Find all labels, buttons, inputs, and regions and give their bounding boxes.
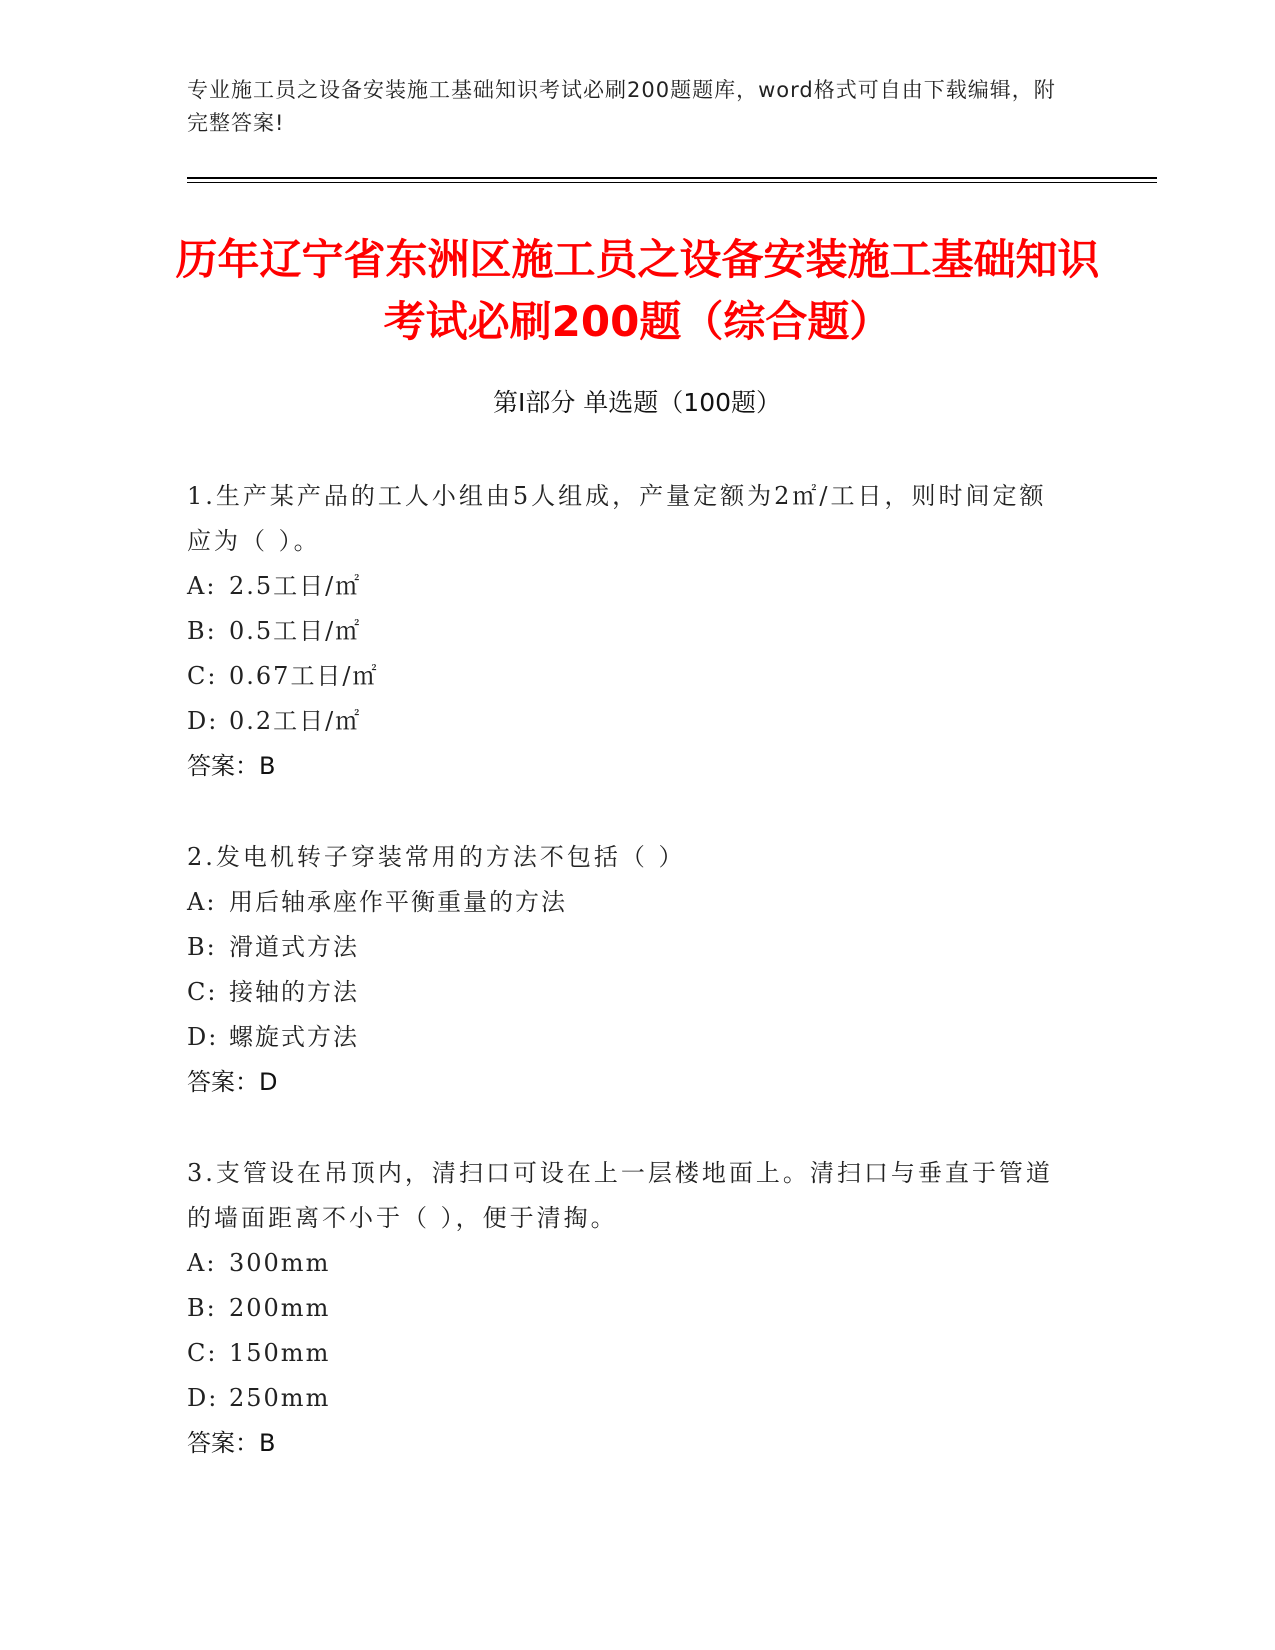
option-d bbox=[187, 1376, 1067, 1421]
option-key: B: bbox=[187, 1294, 217, 1322]
option-key: C: bbox=[187, 1339, 218, 1367]
option-c bbox=[187, 970, 1067, 1015]
answer-line: 答案：B bbox=[187, 1429, 276, 1457]
option-text: 300mm bbox=[229, 1249, 331, 1277]
option-key: D: bbox=[187, 1023, 219, 1051]
question-stem: 3.支管设在吊顶内，清扫口可设在上一层楼地面上。清扫口与垂直于管道的墙面距离不小于（ ），便于清掏。 bbox=[187, 1159, 1053, 1232]
option-a bbox=[187, 1241, 1067, 1286]
option-text: 200mm bbox=[229, 1294, 331, 1322]
option-key: C: bbox=[187, 662, 218, 690]
option-text: 滑道式方法 bbox=[229, 933, 359, 961]
option-key: A: bbox=[187, 888, 217, 916]
option-key: A: bbox=[187, 1249, 217, 1277]
question-stem: 1.生产某产品的工人小组由5人组成，产量定额为2㎡/工日，则时间定额应为（ ）。 bbox=[187, 482, 1047, 555]
option-text: 0.5工日/㎡ bbox=[229, 617, 362, 645]
header-divider-thin bbox=[187, 182, 1157, 183]
option-c bbox=[187, 1331, 1067, 1376]
option-key: B: bbox=[187, 933, 217, 961]
option-text: 0.67工日/㎡ bbox=[229, 662, 379, 690]
header-divider-thick bbox=[187, 177, 1157, 179]
question-stem: 2.发电机转子穿装常用的方法不包括（ ） bbox=[187, 843, 686, 871]
option-c bbox=[187, 654, 1067, 699]
answer-line: 答案：B bbox=[187, 752, 276, 780]
option-text: 0.2工日/㎡ bbox=[229, 707, 362, 735]
question-2 bbox=[187, 835, 1067, 1105]
option-text: 用后轴承座作平衡重量的方法 bbox=[229, 888, 567, 916]
option-b bbox=[187, 925, 1067, 970]
option-text: 2.5工日/㎡ bbox=[229, 572, 362, 600]
option-key: D: bbox=[187, 1384, 219, 1412]
option-key: B: bbox=[187, 617, 217, 645]
option-text: 250mm bbox=[229, 1384, 331, 1412]
option-b bbox=[187, 609, 1067, 654]
question-3 bbox=[187, 1151, 1067, 1466]
option-d bbox=[187, 699, 1067, 744]
option-d bbox=[187, 1015, 1067, 1060]
option-text: 螺旋式方法 bbox=[229, 1023, 359, 1051]
option-text: 接轴的方法 bbox=[229, 978, 359, 1006]
section-heading: 第Ⅰ部分 单选题（100题） bbox=[492, 388, 782, 417]
option-b bbox=[187, 1286, 1067, 1331]
answer-line: 答案：D bbox=[187, 1068, 278, 1096]
question-list bbox=[187, 474, 1067, 1512]
option-a bbox=[187, 564, 1067, 609]
option-text: 150mm bbox=[229, 1339, 331, 1367]
question-1 bbox=[187, 474, 1067, 789]
header-note: 专业施工员之设备安装施工基础知识考试必刷200题题库，word格式可自由下载编辑，附完整答案! bbox=[187, 78, 1056, 135]
option-a bbox=[187, 880, 1067, 925]
option-key: D: bbox=[187, 707, 219, 735]
option-key: A: bbox=[187, 572, 217, 600]
document-title: 历年辽宁省东洲区施工员之设备安装施工基础知识考试必刷200题（综合题） bbox=[175, 235, 1100, 346]
option-key: C: bbox=[187, 978, 218, 1006]
